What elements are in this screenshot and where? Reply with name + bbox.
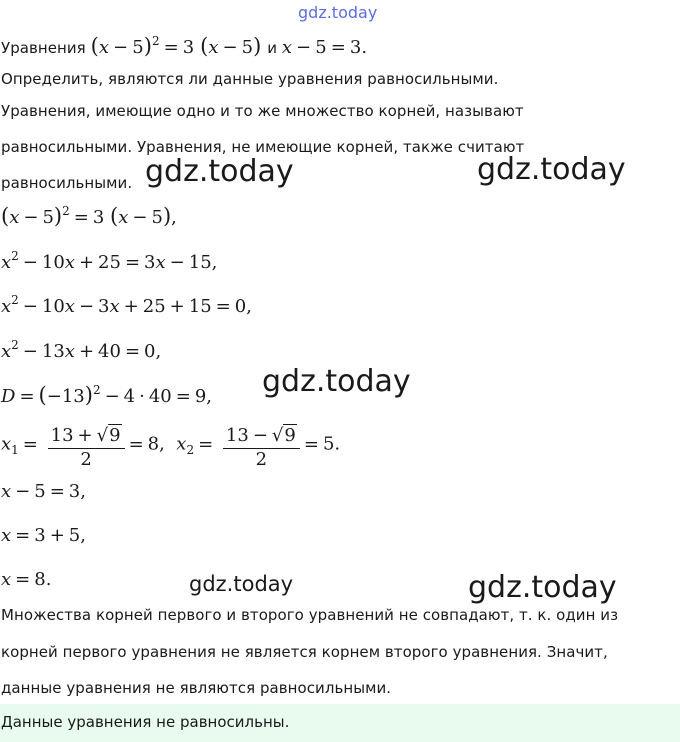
definition-line-1: Уравнения, имеющие одно и то же множество корней, называют (1, 102, 524, 120)
solution-discriminant: $D = (-13)^2 - 4 \cdot 40 = 9$, (1, 383, 213, 407)
solution-eq1-start: $(x - 5)^2 = 3$ (x − 5), (1, 204, 177, 228)
answer-block (0, 704, 680, 742)
conclusion-line-3: данные уравнения не являются равносильными. (1, 679, 392, 697)
definition-line-2: равносильными. Уравнения, не имеющие корней, также считают (1, 138, 525, 156)
watermark-1: gdz.today (145, 154, 294, 189)
x1-fraction: $\frac{13 + √9}{2}$ (48, 424, 125, 465)
problem-statement (1, 34, 367, 58)
watermark-5: gdz.today (468, 570, 617, 605)
x2-fraction: $\frac{13 - √9}{2}$ (223, 424, 300, 465)
problem-eq1: $(x - 5)^2 = 3$ (x − 5) (90, 34, 262, 58)
conclusion-line-1: Множества корней первого и второго уравнений не совпадают, т. к. один из (1, 606, 619, 624)
solution-eq2-step: x = 3 + 5, (1, 525, 86, 546)
solution-step4: $x^2 - 13x + 40 = 0$, (1, 338, 162, 362)
solution-roots: $x_1$ = $\frac{13 + √9}{2}$ = 8, $x_2$ = $\frac{13 - √9}{2}$ = 5. (1, 425, 341, 465)
solution-step2: $x^2 - 10x + 25 = 3x - 15$, (1, 249, 218, 273)
task-text: Определить, являются ли данные уравнения равносильными. (1, 70, 499, 88)
problem-conj: и (267, 39, 278, 57)
solution-step3: $x^2 - 10x - 3x + 25 + 15 = 0$, (1, 293, 252, 317)
definition-line-3: равносильными. (1, 174, 133, 192)
solution-eq2-start: x − 5 = 3, (1, 481, 86, 502)
conclusion-line-2: корней первого уравнения не является корнем второго уравнения. Значит, (1, 643, 608, 661)
watermark-2: gdz.today (477, 152, 626, 187)
answer-text: Данные уравнения не равносильны. (1, 713, 290, 731)
solution-eq2-result: x = 8. (1, 569, 52, 590)
problem-prefix: Уравнения (1, 39, 86, 57)
watermark-3: gdz.today (262, 364, 411, 399)
watermark-4: gdz.today (189, 572, 294, 596)
problem-eq2: x − 5 = 3. (281, 37, 368, 58)
watermark-top: gdz.today (298, 3, 378, 22)
